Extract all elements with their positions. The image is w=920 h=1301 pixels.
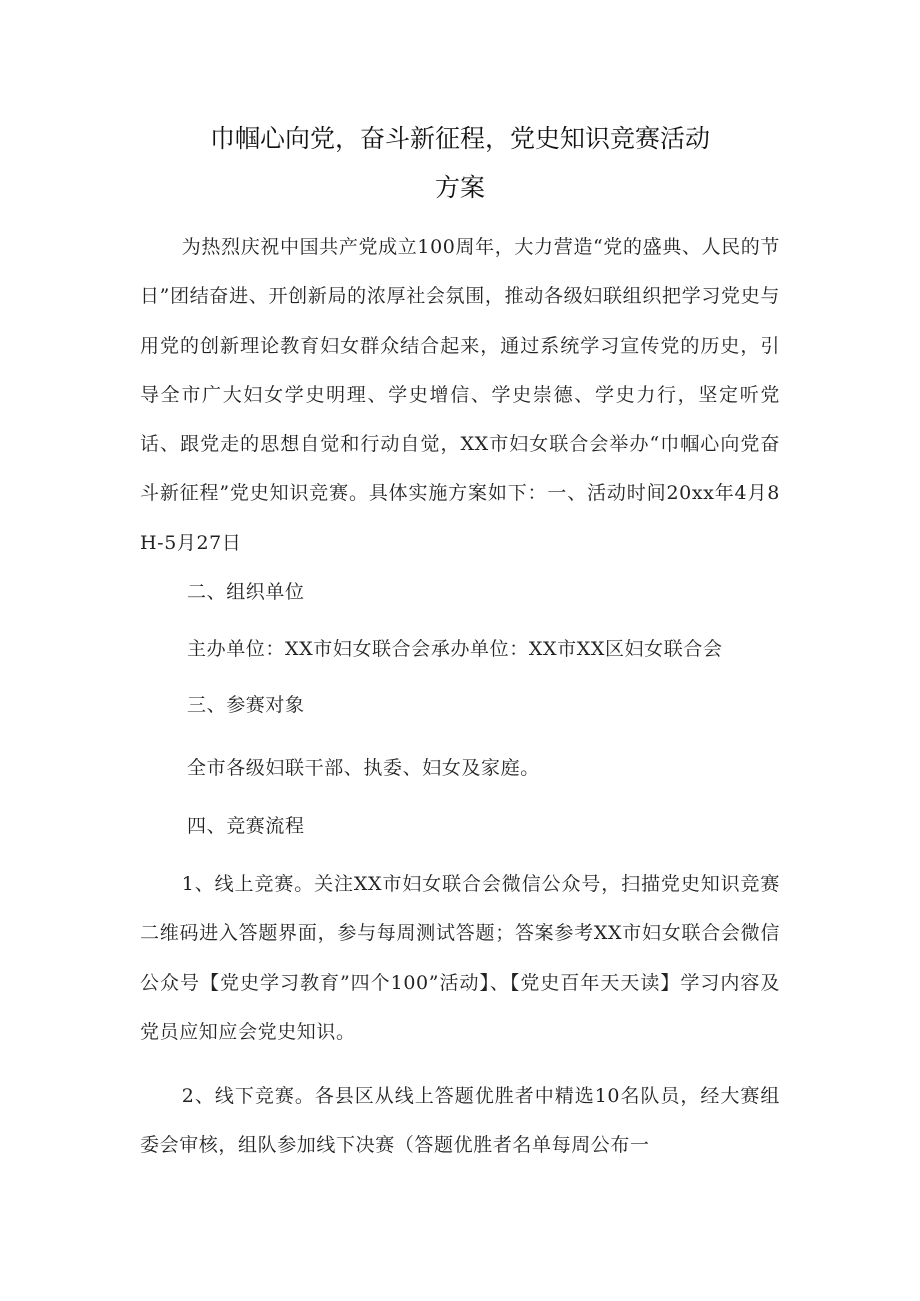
document-title-line-1: 巾帼心向党，奋斗新征程，党史知识竞赛活动 xyxy=(209,124,710,153)
item-1-paragraph: 1、线上竞赛。关注XX市妇女联合会微信公众号，扫描党史知识竞赛二维码进入答题界面，参与每周测试答题；答案参考XX市妇女联合会微信公众号【党史学习教育”四个100”活动】、【党史百年天天读】学习内容及党员应知应会党史知识。 xyxy=(140,873,780,1043)
section-2-heading: 二、组织单位 xyxy=(187,581,305,603)
section-4-heading: 四、竞赛流程 xyxy=(187,815,305,837)
section-3-heading: 三、参赛对象 xyxy=(187,694,305,716)
item-2-paragraph: 2、线下竞赛。各县区从线上答题优胜者中精选10名队员，经大赛组委会审核，组队参加线下决赛（答题优胜者名单每周公布一 xyxy=(140,1085,780,1157)
section-3-body: 全市各级妇联干部、执委、妇女及家庭。 xyxy=(187,757,540,779)
document-title-line-2: 方案 xyxy=(434,173,485,202)
section-2-body: 主办单位：XX市妇女联合会承办单位：XX市XX区妇女联合会 xyxy=(187,638,723,660)
intro-paragraph: 为热烈庆祝中国共产党成立100周年，大力营造“党的盛典、人民的节日”团结奋进、开创新局的浓厚社会氛围，推动各级妇联组织把学习党史与用党的创新理论教育妇女群众结合起来，通过系统学习宣传党的历史，引导全市广大妇女学史明理、学史增信、学史崇德、学史力行，坚定听党话、跟党走的思想自觉和行动自觉，XX市妇女联合会举办“巾帼心向党奋斗新征程”党史知识竞赛。具体实施方案如下：一、活动时间20xx年4月8H-5月27日 xyxy=(140,236,780,554)
